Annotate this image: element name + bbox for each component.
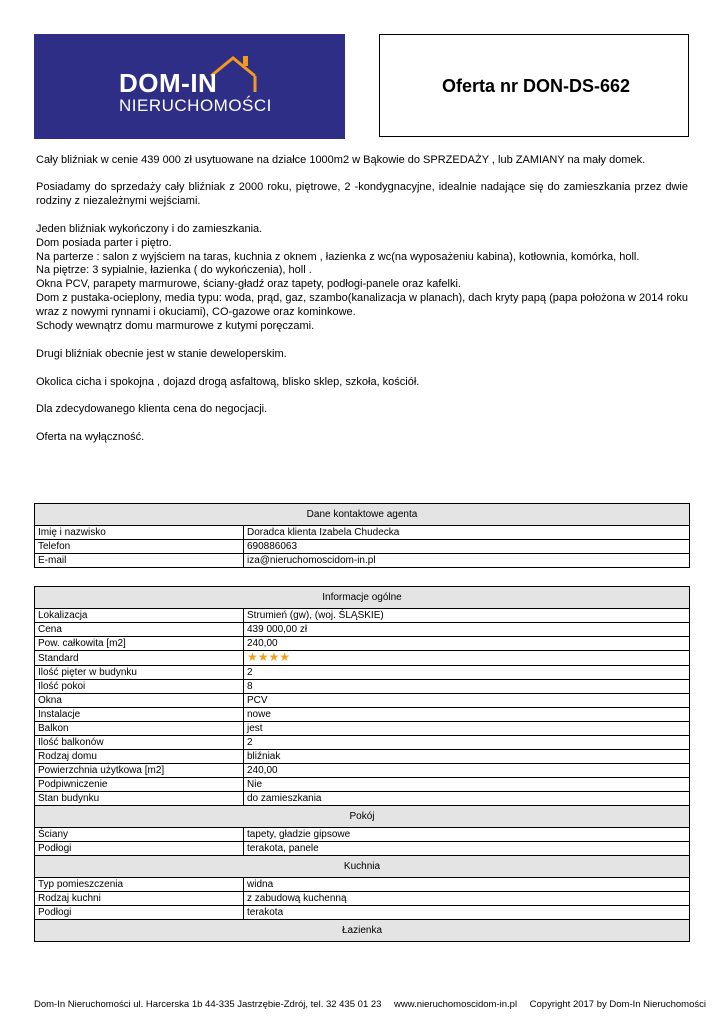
table-row: Podpiwniczenie Nie — [35, 778, 690, 792]
table-row: Telefon 690886063 — [35, 540, 690, 554]
description-paragraph-4: Drugi bliźniak obecnie jest w stanie deweloperskim. — [36, 348, 287, 360]
description-paragraph-2: Posiadamy do sprzedaży cały bliźniak z 2000 roku, piętrowe, 2 -kondygnacyjne, idealnie nadające się do zamieszkania przez dwie rodziny z niezależnymi wejściami. — [36, 181, 688, 207]
table-row: Ilość pokoi 8 — [35, 680, 690, 694]
table-row: Rodzaj domu bliźniak — [35, 750, 690, 764]
info-table-title: Informacje ogólne — [35, 587, 690, 609]
table-row: Podłogi terakota — [35, 906, 690, 920]
star-icon: ★ — [257, 650, 269, 664]
table-row: Instalacje nowe — [35, 708, 690, 722]
section-title-kitchen: Kuchnia — [35, 856, 690, 878]
table-row: Powierzchnia użytkowa [m2] 240,00 — [35, 764, 690, 778]
offer-title: Oferta nr DON-DS-662 — [441, 76, 630, 96]
table-row: Ilość pięter w budynku 2 — [35, 666, 690, 680]
standard-rating-stars — [247, 651, 290, 665]
star-icon: ★ — [268, 650, 280, 664]
table-row: Balkon jest — [35, 722, 690, 736]
table-row: Typ pomieszczenia widna — [35, 878, 690, 892]
table-row: Ilość balkonów 2 — [35, 736, 690, 750]
description-paragraph-1: Cały bliźniak w cenie 439 000 zł usytuowane na działce 1000m2 w Bąkowie do SPRZEDAŻY , lub ZAMIANY na mały domek. — [36, 154, 646, 166]
table-row: Okna PCV — [35, 694, 690, 708]
table-row: E-mail iza@nieruchomoscidom-in.pl — [35, 554, 690, 568]
email-value: iza@nieruchomoscidom-in.pl — [244, 554, 690, 568]
table-row: Lokalizacja Strumień (gw), (woj. ŚLĄSKIE) — [35, 609, 690, 623]
logo-subtitle: NIERUCHOMOŚCI — [119, 96, 272, 115]
description-paragraph-7: Oferta na wyłączność. — [36, 431, 145, 443]
table-row: Imię i nazwisko Doradca klienta Izabela Chudecka — [35, 526, 690, 540]
section-title-room: Pokój — [35, 806, 690, 828]
general-info-table — [34, 586, 690, 942]
table-row: Podłogi terakota, panele — [35, 842, 690, 856]
description-paragraph-6: Dla zdecydowanego klienta cena do negocjacji. — [36, 403, 268, 415]
section-title-bathroom: Łazienka — [35, 920, 690, 942]
table-row: Pow. całkowita [m2] 240,00 — [35, 637, 690, 651]
footer-website-link[interactable]: www.nieruchomoscidom-in.pl — [394, 999, 518, 1010]
table-row: Standard ★★★★ — [35, 651, 690, 666]
star-icon: ★ — [279, 650, 291, 664]
logo-wordmark: DOM-IN — [119, 68, 218, 98]
description-paragraph-3: Jeden bliźniak wykończony i do zamieszkania. Dom posiada parter i piętro. Na parterze : salon z wyjściem na taras, kuchnia z oknem , łazienka z wc(na wyposażeniu kabina), kotłownia, komórka, holl. Na piętrze: 3 sypialnie, łazienka ( do wykończenia), holl . Okna PCV, parapety marmurowe, ściany-gładź oraz tapety, podłogi-panele oraz kafelki. Dom z pustaka-ocieplony, media typu: woda, prąd, gaz, szambo(kanalizacja w planach), dach kryty papą (papa położona w 2014 roku wraz z nowymi rynnami i okuciami), CO-gazowe oraz kominkowe. Schody wewnątrz domu marmurowe z kutymi poręczami. — [36, 223, 688, 332]
house-roof-icon — [209, 52, 269, 92]
contact-table-title: Dane kontaktowe agenta — [35, 504, 690, 526]
table-row: Ściany tapety, gładzie gipsowe — [35, 828, 690, 842]
star-icon: ★ — [247, 650, 258, 664]
description-paragraph-5: Okolica cicha i spokojna , dojazd drogą asfaltową, blisko sklep, szkoła, kościół. — [36, 376, 420, 388]
footer-copyright: Copyright 2017 by Dom-In Nieruchomości — [529, 999, 706, 1010]
table-row: Cena 439 000,00 zł — [35, 623, 690, 637]
footer-address: Dom-In Nieruchomości ul. Harcerska 1b 44-335 Jastrzębie-Zdrój, tel. 32 435 01 23 — [34, 999, 382, 1010]
table-row: Rodzaj kuchni z zabudową kuchenną — [35, 892, 690, 906]
page-footer — [34, 999, 706, 1010]
company-logo — [34, 34, 345, 139]
offer-title-box — [379, 34, 689, 137]
contact-table — [34, 503, 690, 568]
table-row: Stan budynku do zamieszkania — [35, 792, 690, 806]
